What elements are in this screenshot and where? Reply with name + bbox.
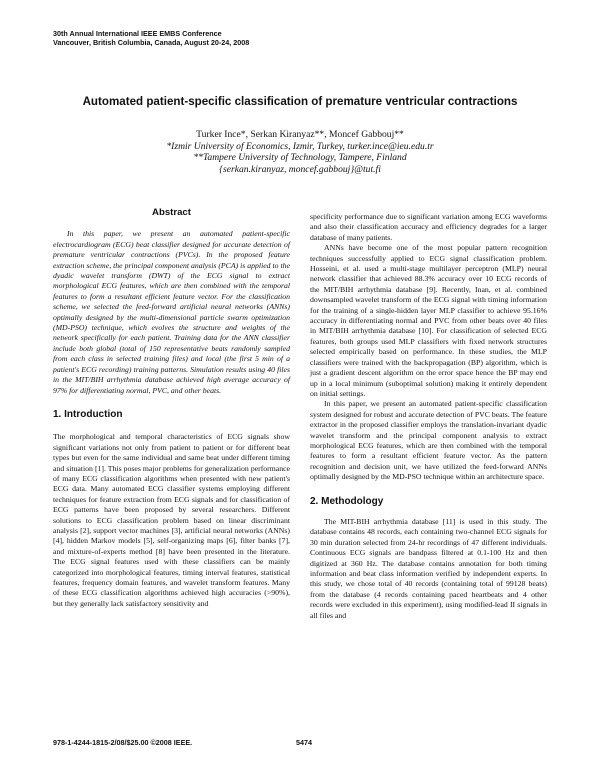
methodology-paragraph-1: The MIT-BIH arrhythmia database [11] is used in this study. The database contains 48 records, each containing two-channel ECG signals for 30 min duration selected from 24-hr recordings of 47 different individuals. Continuous ECG signals are bandpass filtered at 0.1-100 Hz and then digitized at 360 Hz. The database contains annotation for both timing information and beat class information verified by independent experts. In this study, we chose total of 40 records (containing total of 99128 beats) from the database (4 records containing paced heartbeats and 4 other records were excluded in this experiment), using modified-lead II signals in all files and	[310, 516, 547, 620]
conference-name: 30th Annual International IEEE EMBS Conference	[53, 29, 222, 38]
author-block	[53, 129, 547, 175]
abstract-heading: Abstract	[152, 207, 191, 218]
conference-location: Vancouver, British Columbia, Canada, August 20-24, 2008	[53, 38, 250, 47]
page-number: 5474	[296, 738, 312, 747]
paper-title: Automated patient-specific classification of premature ventricular contractions	[82, 95, 518, 108]
conference-header	[53, 29, 249, 47]
right-column	[310, 212, 547, 621]
affiliation-tampere: **Tampere University of Technology, Tampere, Finland	[193, 152, 407, 163]
introduction-paragraph-1: The morphological and temporal characteristics of ECG signals show significant variations not only from patient to patient or for different beat types but even for the same individual and same beat under different timing and situation [1]. This poses major problems for generalization performance of many ECG classification algorithms when presented with new patient's ECG data. Many automated ECG classifier systems employing different techniques for feature extraction from ECG signals and for classification of ECG patterns have been proposed by several researchers. Different solutions to ECG classification problem based on linear discriminant analysis [2], support vector machines [3], artificial neural networks (ANNs) [4], hidden Markov models [5], self-organizing maps [6], filter banks [7], and mixture-of-experts method [8] have been presented in the literature. The ECG signal features used with these classifiers can be mainly categorized into morphological features, timing interval features, statistical features, frequency domain features, and wavelet transform features. Many of these ECG classification algorithms achieved high accuracies (>90%), but they generally lack satisfactory sensitivity and	[53, 432, 290, 608]
left-column	[53, 208, 290, 609]
affiliation-izmir: *Izmir University of Economics, Izmir, Turkey, turker.ince@ieu.edu.tr	[166, 140, 434, 152]
introduction-paragraph-3: In this paper, we present an automated patient-specific classification system designed for robust and accurate detection of PVC beats. The feature extractor in the proposed classifier employs the translation-invariant dyadic wavelet transform and the principal component analysis to extract morphological ECG features, which are then combined with the temporal features to form a resultant efficient feature vector. As the pattern recognition and decision unit, we have utilized the feed-forward ANNs optimally designed by the MD-PSO technique within an architecture space.	[310, 399, 548, 482]
abstract-text: In this paper, we present an automated patient-specific electrocardiogram (ECG) beat classifier designed for accurate detection of premature ventricular contractions (PVCs). In the proposed feature extraction scheme, the principal component analysis (PCA) is applied to the dyadic wavelet transform (DWT) of the ECG signal to extract morphological ECG features, which are then combined with the temporal features to form a resultant efficient feature vector. For the classification scheme, we selected the feed-forward artificial neural networks (ANNs) optimally designed by the multi-dimensional particle swarm optimization (MD-PSO) technique, which evolves the structure and weights of the network specifically for each patient. Training data for the ANN classifier include both global (total of 150 representative beats randomly sampled from each class in selected training files) and local (the first 5 min of a patient's ECG recording) training patterns. Simulation results using 40 files in the MIT/BIH arrhythmia database achieved high average accuracy of 97% for differentiating normal, PVC, and other beats.	[53, 229, 290, 395]
introduction-paragraph-2: ANNs have become one of the most popular pattern recognition techniques successfully applied to ECG signal classification problem. Hosseini, et al. used a multi-stage multilayer perceptron (MLP) neural network classifier that achieved 88.3% accuracy over 10 ECG records of the MIT/BIH arrhythmia database [9]. Recently, Inan, et al. combined downsampled wavelet transform of the ECG signal with timing information for the training of a single-hidden layer MLP classifier to achieve 95.16% accuracy in differentiating normal and PVC from other beats over 40 files in MIT/BIH arrhythmia database [10]. For classification of selected ECG features, both groups used MLP classifiers with fixed network structures selected empirically based on performance. In these studies, the MLP classifiers were trained with the backpropagation (BP) algorithm, which is just a gradient descent algorithm on the error space hence the BP may end up in a local minimum (suboptimal solution) making it entirely dependent on initial settings.	[310, 243, 547, 398]
introduction-paragraph-1-continued: specificity performance due to significant variation among ECG waveforms and also their classification accuracy and efficiency degrades for a larger database of many patients.	[310, 212, 547, 242]
author-names: Turker Ince*, Serkan Kiranyaz**, Moncef Gabbouj**	[196, 129, 404, 140]
footer-isbn: 978-1-4244-1815-2/08/$25.00 ©2008 IEEE.	[53, 738, 193, 747]
methodology-heading: 2. Methodology	[310, 495, 384, 507]
introduction-heading: 1. Introduction	[53, 408, 123, 420]
affiliation-emails: {serkan.kiranyaz, moncef.gabbouj}@tut.fi	[219, 163, 381, 175]
